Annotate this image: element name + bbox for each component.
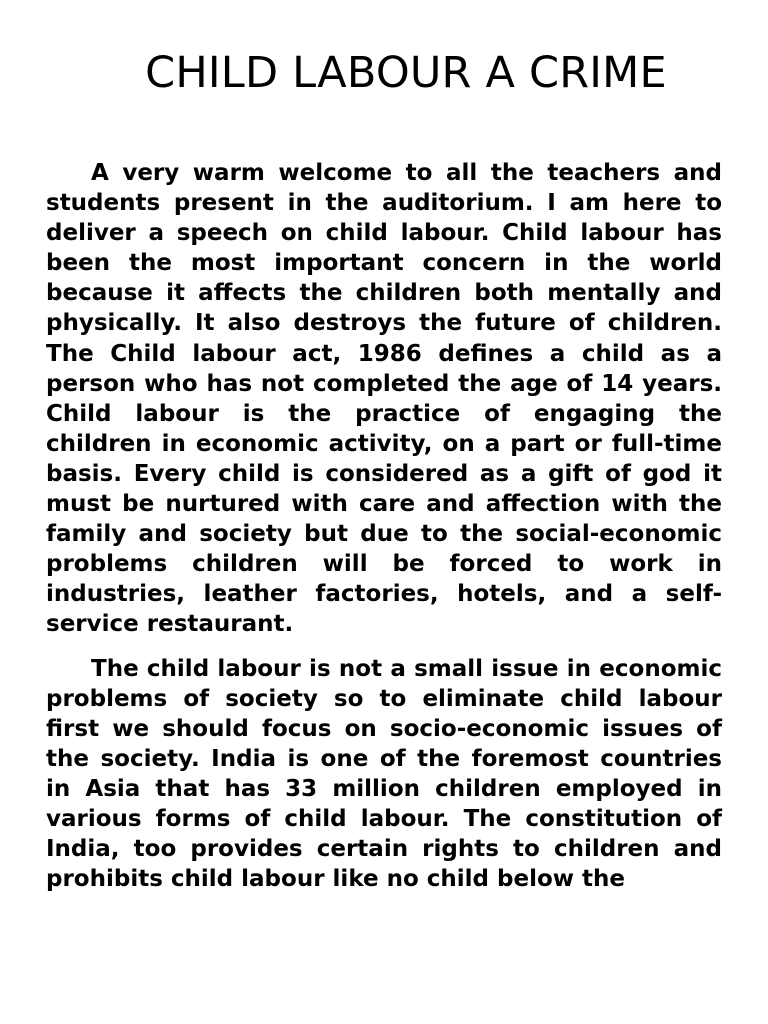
paragraph-2: The child labour is not a small issue in economic problems of society so to eliminate child labour first we should focus on socio-economic issues of the society. India is one of the foremost countries in Asia that has 33 million children employed in various forms of child labour. The constitution of India, too provides certain rights to children and prohibits child labour like no child below the <box>46 655 722 893</box>
document-body <box>46 158 722 908</box>
page-title: CHILD LABOUR A CRIME <box>145 48 667 98</box>
paragraph-1: A very warm welcome to all the teachers and students present in the auditorium. I am here to deliver a speech on child labour. Child labour has been the most important concern in the world because it affects the children both mentally and physically. It also destroys the future of children. The Child labour act, 1986 defines a child as a person who has not completed the age of 14 years. Child labour is the practice of engaging the children in economic activity, on a part or full-time basis. Every child is considered as a gift of god it must be nurtured with care and affection with the family and society but due to the social-economic problems children will be forced to work in industries, leather factories, hotels, and a self-service restaurant. <box>46 160 722 638</box>
